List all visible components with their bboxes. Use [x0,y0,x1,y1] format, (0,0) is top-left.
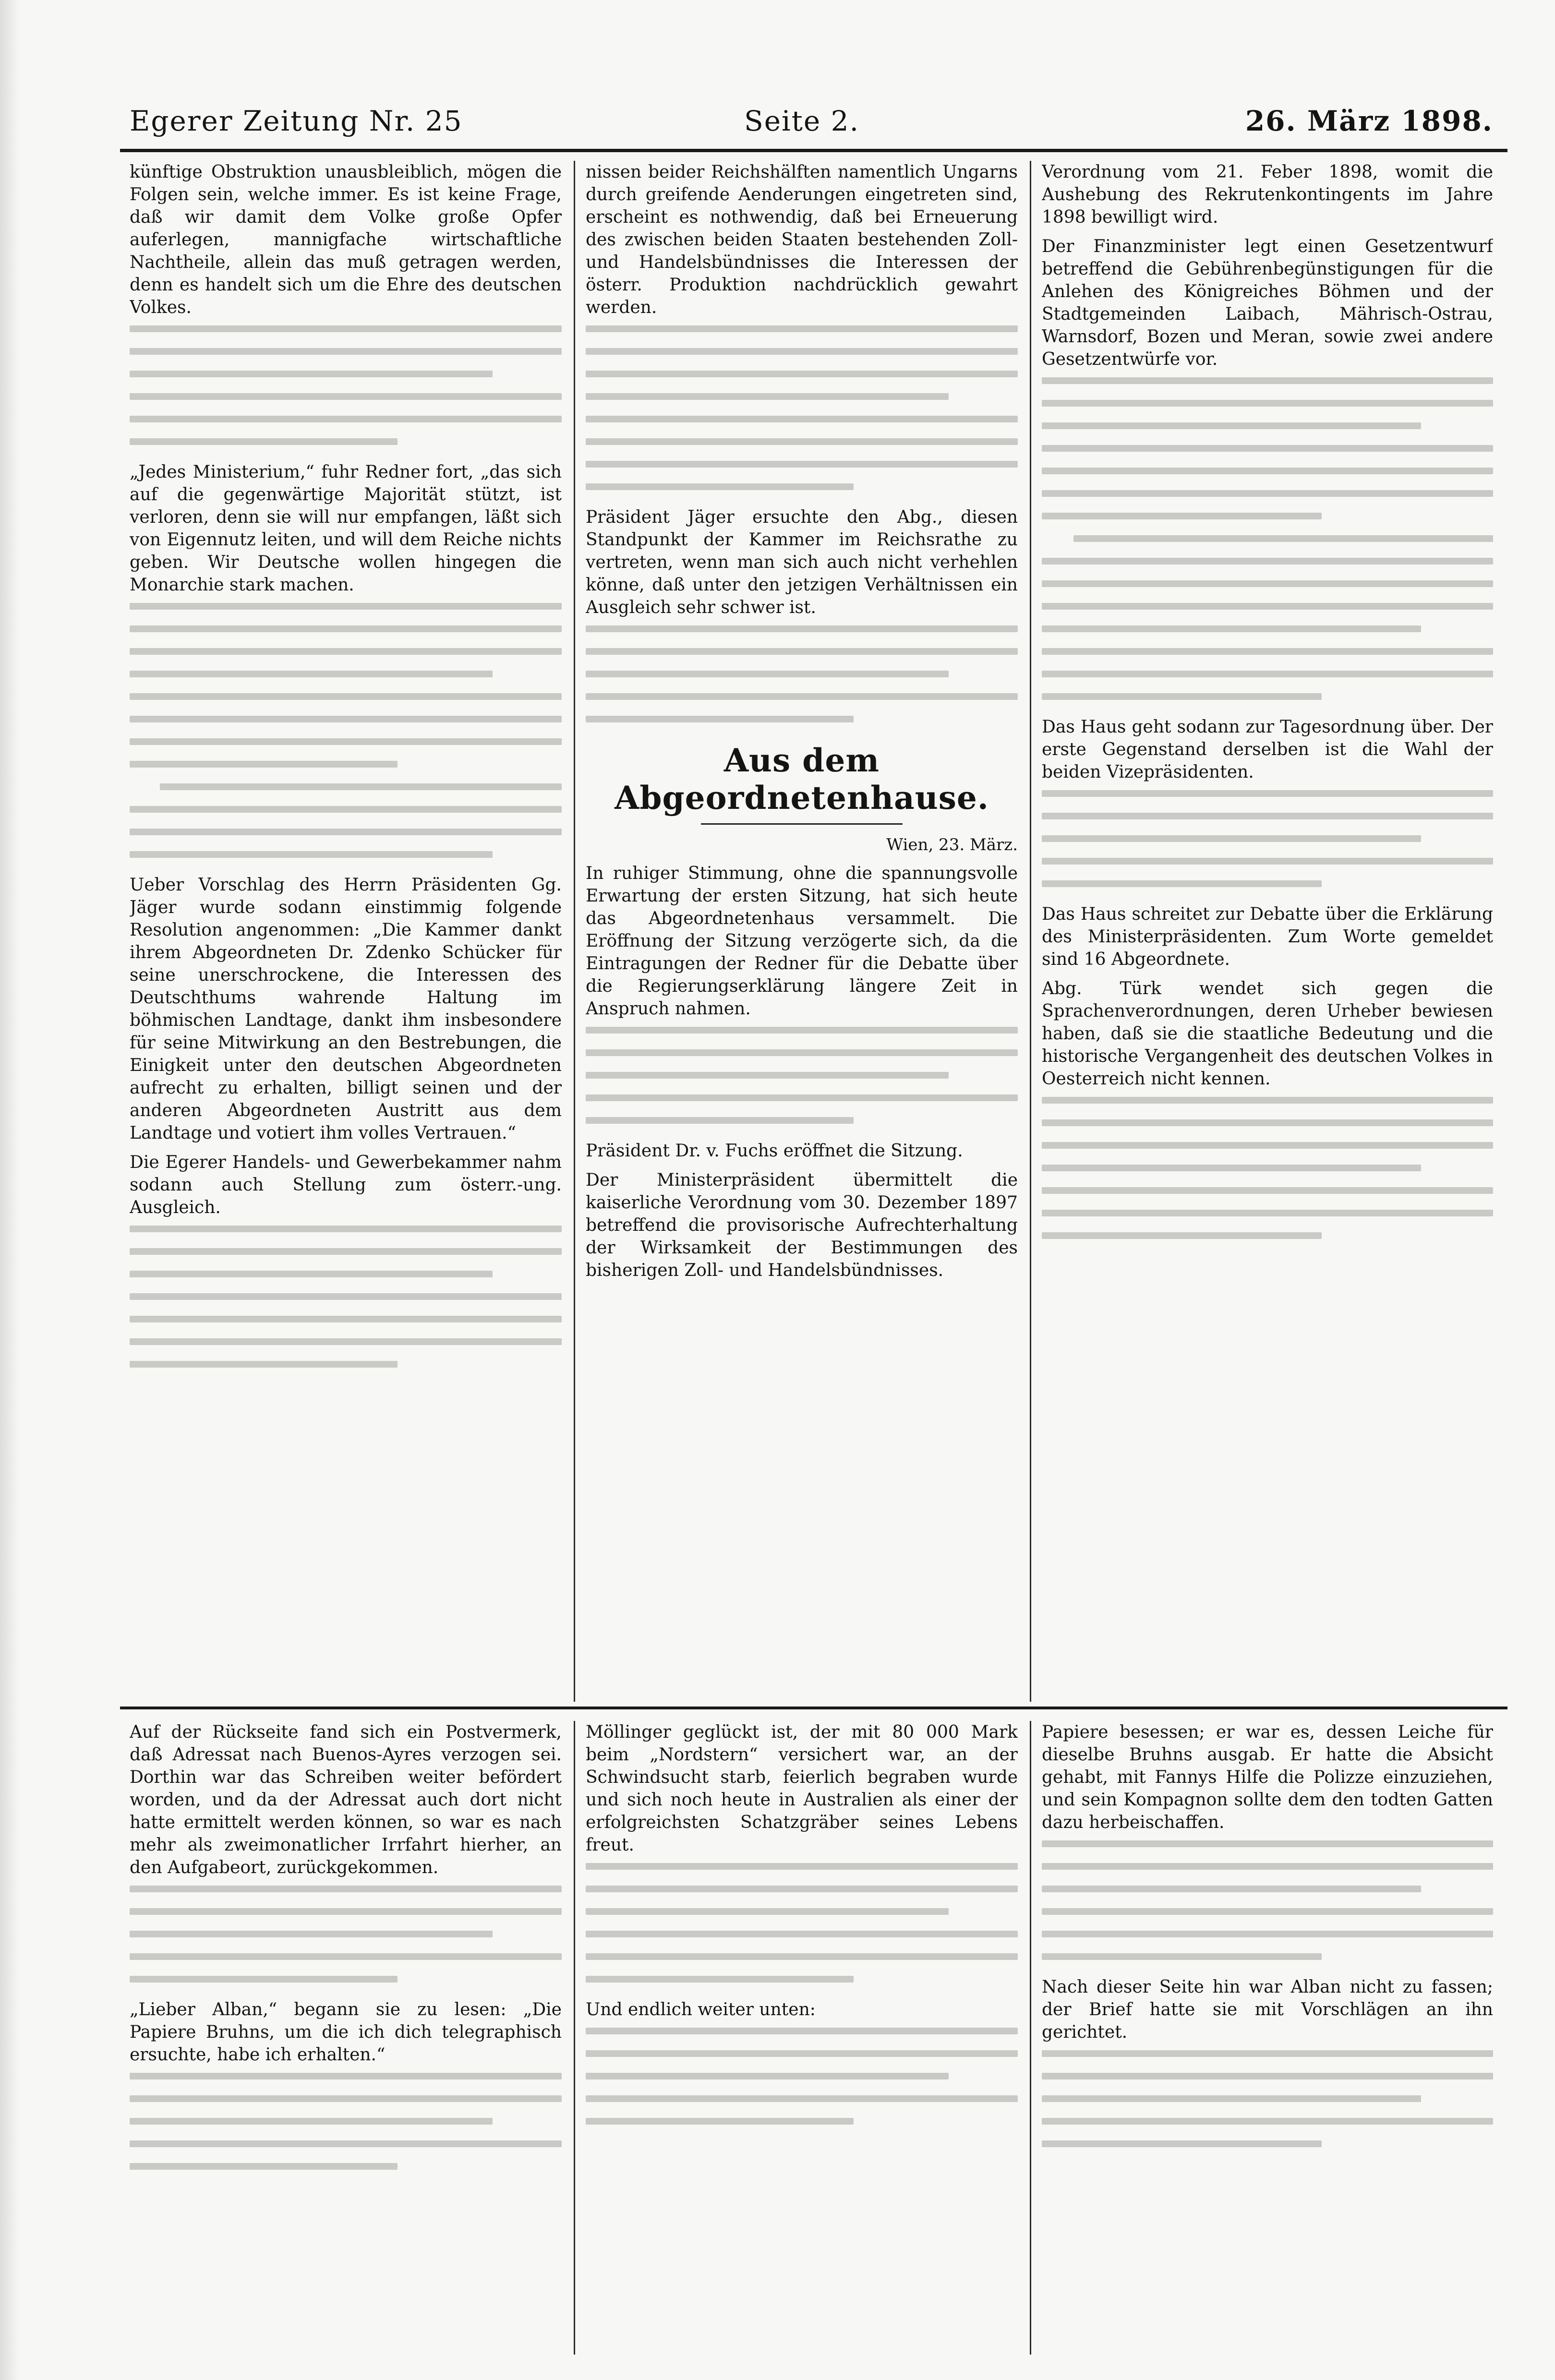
column-2 [586,161,1018,1702]
serial-c1-illegible-lines [130,1886,562,1983]
col2-opening-paragraph: Präsident Dr. v. Fuchs eröffnet die Sitzung. [586,1141,963,1161]
col2-illegible-lines-2 [586,625,1018,722]
col2-illegible-lines [586,325,1018,490]
newspaper-page [120,96,1507,2362]
column-divider-2 [1030,161,1031,1702]
masthead [120,96,1507,149]
column-3 [1042,161,1493,1702]
col3-illegible-lines-2 [1042,790,1493,887]
feuilleton-rule [120,1707,1507,1709]
serial-c1-illegible-lines-2 [130,2073,562,2170]
col2-lead-paragraph: nissen beider Reichshälften namentlich Ungarns durch greifende Aenderungen eingetreten sind, erscheint es nothwendig, daß bei Erneuerung des zwischen beiden Staaten bestehenden Zoll- und Handelsbündnisses die Interessen der österr. Produktion nachdrücklich gewahrt werden. [586,162,1018,317]
serial-c3-illegible-lines-2 [1042,2050,1493,2147]
col3-illegible-lines-3 [1042,1097,1493,1239]
serial-c2-continuation: Und endlich weiter unten: [586,2000,816,2019]
section-heading-rule [701,823,903,825]
scan-edge-shadow [0,0,19,2380]
col2-president-paragraph: Präsident Jäger ersuchte den Abg., diesen Standpunkt der Kammer im Reichsrathe zu vertreten, wenn man sich auch nicht verhehlen könne, daß unter den jetzigen Verhältnissen ein Ausgleich sehr schwer ist. [586,507,1018,617]
serial-c1-paragraph: Auf der Rückseite fand sich ein Postvermerk, daß Adressat nach Buenos-Ayres verzogen sei. Dorthin war das Schreiben weiter befördert worden, und da der Adressat auch dort nicht hatte ermittelt werden können, so war es nach mehr als zweimonatlicher Irrfahrt hierher, an den Aufgabeort, zurückgekommen. [130,1722,562,1877]
masthead-page-number: Seite 2. [744,105,860,137]
serial-column-1 [130,1721,562,2355]
col1-lead-paragraph: künftige Obstruktion unausbleiblich, mögen die Folgen sein, welche immer. Es ist keine Frage, daß wir damit dem Volke große Opfer auferlegen, mannigfache wirtschaftliche Nachtheile, allein das muß getragen werden, denn es handelt sich um die Ehre des deutschen Volkes. [130,162,562,317]
serial-c3-paragraph-2: Nach dieser Seite hin war Alban nicht zu fassen; der Brief hatte sie mit Vorschlägen an ihn gerichtet. [1042,1977,1493,2042]
serial-column-2 [586,1721,1018,2355]
serial-c3-illegible-lines [1042,1840,1493,1960]
dateline: Wien, 23. März. [886,835,1018,854]
col3-illegible-lines [1042,377,1493,700]
serial-c1-letter-paragraph: „Lieber Alban,“ begann sie zu lesen: „Die Papiere Bruhns, um die ich dich telegraphisch ersuchte, habe ich erhalten.“ [130,2000,562,2065]
col1-illegible-lines-3 [130,1226,562,1368]
column-divider-1 [574,161,575,1702]
col3-debate-paragraph: Das Haus schreitet zur Debatte über die Erklärung des Ministerpräsidenten. Zum Worte gemeldet sind 16 Abgeordnete. [1042,904,1493,969]
serial-c3-paragraph: Papiere besessen; er war es, dessen Leiche für dieselbe Bruhns ausgab. Er hatte die Absicht gehabt, mit Fannys Hilfe die Polizze einzuziehen, und sein Kompagnon sollte dem den todten Gatten dazu herbeischaffen. [1042,1722,1493,1832]
col1-illegible-lines-2 [130,603,562,858]
col2-ministry-paragraph: Der Ministerpräsident übermittelt die kaiserliche Verordnung vom 30. Dezember 1897 betreffend die provisorische Aufrechterhaltung der Wirksamkeit der Bestimmungen des bisherigen Zoll- und Handelsbündnisses. [586,1170,1018,1280]
serial-divider-1 [574,1721,575,2355]
col3-agenda-paragraph: Das Haus geht sodann zur Tagesordnung über. Der erste Gegenstand derselben ist die Wahl der beiden Vizepräsidenten. [1042,717,1493,782]
section-heading: Aus dem Abgeordnetenhause. [615,742,989,817]
col3-tuerk-paragraph: Abg. Türk wendet sich gegen die Sprachenverordnungen, deren Urheber bewiesen haben, daß sie die staatliche Bedeutung und die historische Vergangenheit des deutschen Volkes in Oesterreich nicht kennen. [1042,979,1493,1089]
col2-illegible-lines-3 [586,1027,1018,1124]
masthead-paper-issue: Egerer Zeitung Nr. 25 [130,105,463,137]
serial-column-3 [1042,1721,1493,2355]
serial-c2-illegible-lines-2 [586,2028,1018,2125]
col1-quote-paragraph: „Jedes Ministerium,“ fuhr Redner fort, „das sich auf die gegenwärtige Majorität stützt, ist verloren, denn sie will nur empfangen, läßt sich von Eigennutz leiten, und will dem Reiche nichts geben. Wir Deutsche wollen hingegen die Monarchie stark machen. [130,462,562,595]
serial-divider-2 [1030,1721,1031,2355]
masthead-rule [120,149,1507,152]
col2-report-paragraph: In ruhiger Stimmung, ohne die spannungsvolle Erwartung der ersten Sitzung, hat sich heute das Abgeordnetenhaus versammelt. Die Eröffnung der Sitzung verzögerte sich, da die Eintragungen der Redner für die Debatte über die Regierungserklärung längere Zeit in Anspruch nahmen. [586,864,1018,1019]
serial-c2-paragraph: Möllinger geglückt ist, der mit 80 000 Mark beim „Nordstern“ versichert war, an der Schwindsucht starb, feierlich begraben wurde und sich noch heute in Australien als einer der erfolgreichsten Schatzgräber seines Lebens freut. [586,1722,1018,1855]
col1-illegible-lines [130,325,562,445]
col1-resolution-paragraph: Ueber Vorschlag des Herrn Präsidenten Gg. Jäger wurde sodann einstimmig folgende Resolution angenommen: „Die Kammer dankt ihrem Abgeordneten Dr. Zdenko Schücker für seine unerschrockene, die Interessen des Deutschthums wahrende Haltung im böhmischen Landtage, dankt ihm insbesondere für seine Mitwirkung an den Bestrebungen, die Einigkeit unter den deutschen Abgeordneten aufrecht zu erhalten, billigt seinen und der anderen Abgeordneten Austritt aus dem Landtage und votiert ihm volles Vertrauen.“ [130,875,562,1143]
col3-lead-paragraph: Verordnung vom 21. Feber 1898, womit die Aushebung des Rekrutenkontingents im Jahre 1898 bewilligt wird. [1042,162,1493,227]
serial-c2-illegible-lines [586,1863,1018,1983]
masthead-date: 26. März 1898. [1245,105,1493,137]
col3-finance-paragraph: Der Finanzminister legt einen Gesetzentwurf betreffend die Gebührenbegünstigungen für die Anlehen des Königreiches Böhmen und der Stadtgemeinden Laibach, Mährisch-Ostrau, Warnsdorf, Bozen und Meran, sowie zwei andere Gesetzentwürfe vor. [1042,237,1493,369]
col1-chamber-paragraph: Die Egerer Handels- und Gewerbekammer nahm sodann auch Stellung zum österr.-ung. Ausgleich. [130,1153,562,1217]
column-1 [130,161,562,1702]
